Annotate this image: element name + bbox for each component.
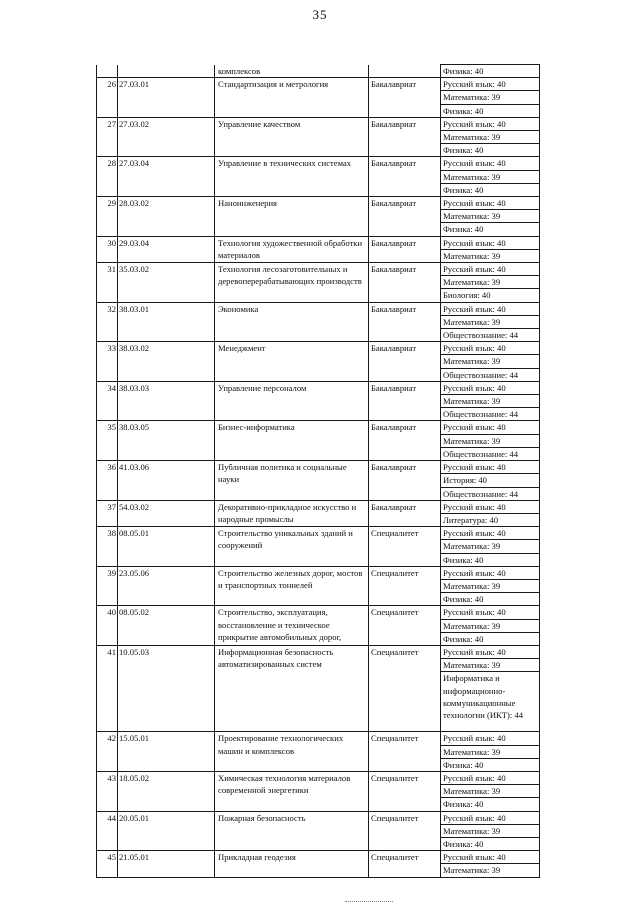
exam-cell: Математика: 39 <box>441 131 540 144</box>
level-cell: Специалитет <box>369 771 441 811</box>
code-cell: 38.03.03 <box>118 381 215 421</box>
row-number-cell: 29 <box>97 197 118 237</box>
program-name-cell: Химическая технология материалов современной энергетики <box>215 771 369 811</box>
program-name-cell: Наноинженерия <box>215 197 369 237</box>
row-number-cell: 41 <box>97 645 118 731</box>
table-row <box>97 342 540 355</box>
program-name-cell: Строительство, эксплуатация, восстановление и техническое прикрытие автомобильных дорог, <box>215 606 369 646</box>
level-cell: Бакалавриат <box>369 461 441 501</box>
table-body <box>97 65 540 878</box>
exam-cell: Русский язык: 40 <box>441 302 540 315</box>
table-row <box>97 197 540 210</box>
exam-cell: Математика: 39 <box>441 659 540 672</box>
table-row <box>97 263 540 276</box>
table-row <box>97 461 540 474</box>
exam-cell: Математика: 39 <box>441 745 540 758</box>
level-cell: Бакалавриат <box>369 78 441 118</box>
table-row <box>97 645 540 658</box>
exam-cell: Обществознание: 44 <box>441 408 540 421</box>
exam-cell: Русский язык: 40 <box>441 236 540 249</box>
code-cell: 54.03.02 <box>118 500 215 526</box>
exam-cell: Русский язык: 40 <box>441 157 540 170</box>
row-number-cell: 45 <box>97 851 118 877</box>
exam-cell: Обществознание: 44 <box>441 329 540 342</box>
exam-cell: Физика: 40 <box>441 798 540 811</box>
row-number-cell: 27 <box>97 117 118 157</box>
row-number-cell: 42 <box>97 732 118 772</box>
program-name-cell: Стандартизация и метрология <box>215 78 369 118</box>
exam-cell: Русский язык: 40 <box>441 732 540 745</box>
code-cell: 08.05.02 <box>118 606 215 646</box>
row-number-cell: 36 <box>97 461 118 501</box>
row-number-cell: 32 <box>97 302 118 342</box>
exam-cell: История: 40 <box>441 474 540 487</box>
exam-cell: Русский язык: 40 <box>441 263 540 276</box>
program-name-cell: Управление качеством <box>215 117 369 157</box>
exam-cell: Биология: 40 <box>441 289 540 302</box>
program-name-cell: Экономика <box>215 302 369 342</box>
row-number-cell: 40 <box>97 606 118 646</box>
exam-cell: Литература: 40 <box>441 513 540 526</box>
program-name-cell: Проектирование технологических машин и комплексов <box>215 732 369 772</box>
exam-cell: Русский язык: 40 <box>441 851 540 864</box>
table-row <box>97 381 540 394</box>
exam-cell: Математика: 39 <box>441 824 540 837</box>
level-cell: Специалитет <box>369 606 441 646</box>
row-number-cell: 39 <box>97 566 118 606</box>
exam-cell: Математика: 39 <box>441 249 540 262</box>
exam-cell: Математика: 39 <box>441 210 540 223</box>
program-name-cell: Бизнес-информатика <box>215 421 369 461</box>
exam-cell: Математика: 39 <box>441 170 540 183</box>
exam-cell: Русский язык: 40 <box>441 606 540 619</box>
exam-cell: Русский язык: 40 <box>441 381 540 394</box>
table-row <box>97 851 540 864</box>
code-cell: 18.05.02 <box>118 771 215 811</box>
exam-cell: Физика: 40 <box>441 553 540 566</box>
row-number-cell: 34 <box>97 381 118 421</box>
code-cell: 38.03.02 <box>118 342 215 382</box>
table-row <box>97 117 540 130</box>
table-row <box>97 527 540 540</box>
row-number-cell <box>97 65 118 78</box>
table-row <box>97 500 540 513</box>
program-name-cell: Технология лесозаготовительных и деревоперерабатывающих производств <box>215 263 369 303</box>
level-cell: Специалитет <box>369 645 441 731</box>
exam-cell: Математика: 39 <box>441 395 540 408</box>
level-cell: Бакалавриат <box>369 263 441 303</box>
code-cell: 38.03.01 <box>118 302 215 342</box>
admission-table <box>96 64 540 878</box>
code-cell: 38.03.05 <box>118 421 215 461</box>
exam-cell: Математика: 39 <box>441 91 540 104</box>
level-cell: Бакалавриат <box>369 117 441 157</box>
level-cell: Специалитет <box>369 732 441 772</box>
exam-cell: Математика: 39 <box>441 785 540 798</box>
exam-cell: Физика: 40 <box>441 144 540 157</box>
code-cell: 27.03.01 <box>118 78 215 118</box>
exam-cell: Русский язык: 40 <box>441 500 540 513</box>
table-row <box>97 236 540 249</box>
exam-cell: Математика: 39 <box>441 619 540 632</box>
table-row <box>97 78 540 91</box>
exam-cell: Русский язык: 40 <box>441 811 540 824</box>
exam-cell: Физика: 40 <box>441 104 540 117</box>
program-name-cell: Управление в технических системах <box>215 157 369 197</box>
exam-cell: Русский язык: 40 <box>441 342 540 355</box>
level-cell: Бакалавриат <box>369 500 441 526</box>
exam-cell: Русский язык: 40 <box>441 117 540 130</box>
row-number-cell: 31 <box>97 263 118 303</box>
code-cell: 23.05.06 <box>118 566 215 606</box>
exam-cell: Русский язык: 40 <box>441 461 540 474</box>
code-cell: 15.05.01 <box>118 732 215 772</box>
level-cell: Бакалавриат <box>369 421 441 461</box>
table-row <box>97 771 540 784</box>
exam-cell: Математика: 39 <box>441 864 540 877</box>
table-row <box>97 732 540 745</box>
program-name-cell: Строительство уникальных зданий и сооружений <box>215 527 369 567</box>
program-name-cell: Прикладная геодезия <box>215 851 369 877</box>
exam-cell: Русский язык: 40 <box>441 197 540 210</box>
code-cell: 35.03.02 <box>118 263 215 303</box>
table-row <box>97 157 540 170</box>
row-number-cell: 44 <box>97 811 118 851</box>
exam-cell: Русский язык: 40 <box>441 645 540 658</box>
exam-cell: Русский язык: 40 <box>441 527 540 540</box>
footer-mark <box>345 899 393 902</box>
program-name-cell: Информационная безопасность автоматизированных систем <box>215 645 369 731</box>
code-cell: 28.03.02 <box>118 197 215 237</box>
exam-cell: Физика: 40 <box>441 632 540 645</box>
code-cell <box>118 65 215 78</box>
program-name-cell: Публичная политика и социальные науки <box>215 461 369 501</box>
level-cell: Специалитет <box>369 851 441 877</box>
program-name-cell: комплексов <box>215 65 369 78</box>
level-cell: Специалитет <box>369 527 441 567</box>
table-row <box>97 811 540 824</box>
row-number-cell: 28 <box>97 157 118 197</box>
program-name-cell: Пожарная безопасность <box>215 811 369 851</box>
row-number-cell: 43 <box>97 771 118 811</box>
program-name-cell: Менеджмент <box>215 342 369 382</box>
table-row-continuation <box>97 65 540 78</box>
exam-cell: Физика: 40 <box>441 837 540 850</box>
code-cell: 08.05.01 <box>118 527 215 567</box>
program-name-cell: Строительство железных дорог, мостов и транспортных тоннелей <box>215 566 369 606</box>
level-cell: Бакалавриат <box>369 236 441 262</box>
exam-cell: Русский язык: 40 <box>441 771 540 784</box>
exam-cell: Обществознание: 44 <box>441 487 540 500</box>
code-cell: 29.03.04 <box>118 236 215 262</box>
exam-cell: Русский язык: 40 <box>441 78 540 91</box>
row-number-cell: 33 <box>97 342 118 382</box>
code-cell: 10.05.03 <box>118 645 215 731</box>
exam-cell: Физика: 40 <box>441 65 540 78</box>
level-cell: Бакалавриат <box>369 342 441 382</box>
level-cell <box>369 65 441 78</box>
code-cell: 41.03.06 <box>118 461 215 501</box>
exam-cell: Информатика и информационно-коммуникационные технологии (ИКТ): 44 <box>441 672 540 732</box>
table-row <box>97 606 540 619</box>
exam-cell: Обществознание: 44 <box>441 368 540 381</box>
exam-cell: Физика: 40 <box>441 593 540 606</box>
table-row <box>97 566 540 579</box>
row-number-cell: 26 <box>97 78 118 118</box>
exam-cell: Физика: 40 <box>441 183 540 196</box>
code-cell: 20.05.01 <box>118 811 215 851</box>
row-number-cell: 30 <box>97 236 118 262</box>
exam-cell: Математика: 39 <box>441 276 540 289</box>
level-cell: Бакалавриат <box>369 157 441 197</box>
code-cell: 27.03.02 <box>118 117 215 157</box>
exam-cell: Русский язык: 40 <box>441 566 540 579</box>
exam-cell: Математика: 39 <box>441 315 540 328</box>
program-name-cell: Декоративно-прикладное искусство и народные промыслы <box>215 500 369 526</box>
table-row <box>97 421 540 434</box>
program-name-cell: Управление персоналом <box>215 381 369 421</box>
exam-cell: Математика: 39 <box>441 540 540 553</box>
exam-cell: Физика: 40 <box>441 223 540 236</box>
exam-cell: Математика: 39 <box>441 579 540 592</box>
exam-cell: Русский язык: 40 <box>441 421 540 434</box>
code-cell: 21.05.01 <box>118 851 215 877</box>
exam-cell: Математика: 39 <box>441 434 540 447</box>
level-cell: Бакалавриат <box>369 197 441 237</box>
level-cell: Бакалавриат <box>369 302 441 342</box>
exam-cell: Обществознание: 44 <box>441 447 540 460</box>
row-number-cell: 38 <box>97 527 118 567</box>
page-number: 35 <box>312 7 328 22</box>
code-cell: 27.03.04 <box>118 157 215 197</box>
level-cell: Бакалавриат <box>369 381 441 421</box>
row-number-cell: 37 <box>97 500 118 526</box>
row-number-cell: 35 <box>97 421 118 461</box>
level-cell: Специалитет <box>369 811 441 851</box>
program-name-cell: Технология художественной обработки материалов <box>215 236 369 262</box>
exam-cell: Физика: 40 <box>441 758 540 771</box>
admission-table-container <box>96 64 540 878</box>
table-row <box>97 302 540 315</box>
level-cell: Специалитет <box>369 566 441 606</box>
exam-cell: Математика: 39 <box>441 355 540 368</box>
